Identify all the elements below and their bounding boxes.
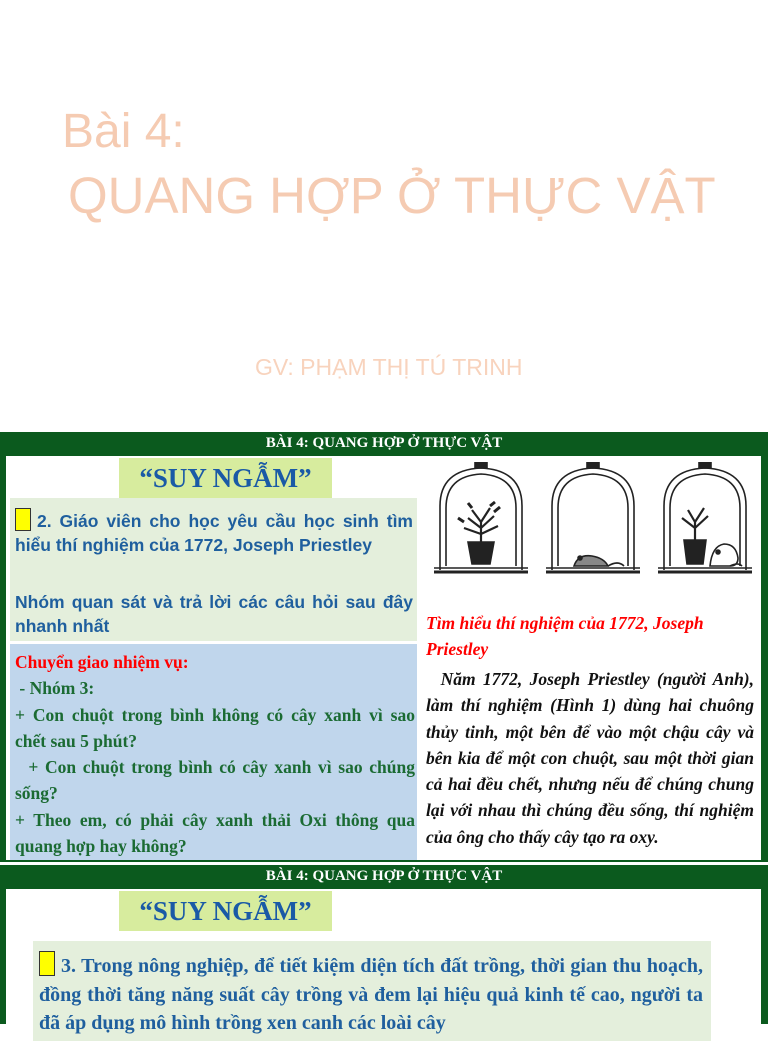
- question-3-line: 3. Trong nông nghiệp, để tiết kiệm diện tích đất trồng, thời gian thu hoạch, đồng thời tăng năng suất cây trồng và đem lại hiệu quả kinh tế cao, người ta đã áp dụng mô hình trồng xen canh các loài cây: [39, 955, 703, 1034]
- task-group: - Nhóm 3:: [15, 678, 95, 699]
- slide-2: [0, 432, 768, 862]
- task-item: + Con chuột trong bình có cây xanh vì sao chúng sống?: [15, 757, 420, 804]
- suy-ngam-heading: “SUY NGẪM”: [119, 458, 332, 498]
- question-2-text: [15, 508, 413, 557]
- title-slide: [0, 0, 768, 432]
- lesson-number: Bài 4:: [62, 105, 185, 158]
- slide-2-header: BÀI 4: QUANG HỢP Ở THỰC VẬT: [265, 435, 503, 451]
- highlight-marker-icon: [39, 951, 55, 976]
- slide-2-content: [6, 456, 761, 860]
- bell-jar-mouse-icon: [546, 462, 640, 572]
- suy-ngam-heading: “SUY NGẪM”: [119, 891, 332, 931]
- question-box: [33, 941, 711, 1041]
- bell-jar-illustration: [434, 462, 754, 582]
- task-list: [15, 649, 420, 859]
- figure-caption: Tìm hiểu thí nghiệm của 1772, Joseph Priestley: [426, 613, 704, 659]
- task-item: + Con chuột trong bình không có cây xanh vì sao chết sau 5 phút?: [15, 704, 415, 751]
- question-2-line: 2. Giáo viên cho học yêu cầu học sinh tìm hiểu thí nghiệm của 1772, Joseph Priestley: [15, 511, 413, 555]
- question-2-instruction: Nhóm quan sát và trả lời các câu hỏi sau đây nhanh nhất: [15, 592, 413, 636]
- slide-3-header: BÀI 4: QUANG HỢP Ở THỰC VẬT: [265, 868, 503, 884]
- experiment-description: Năm 1772, Joseph Priestley (người Anh), làm thí nghiệm (Hình 1) dùng hai chuông thủy tinh, một bên để vào một chậu cây và bên kia để một con chuột, sau một thời gian cả hai đều chết, nhưng nếu để chúng chung lại với nhau thì chúng đều sống, thí nghiệm của ông cho thấy cây tạo ra oxy.: [426, 669, 759, 847]
- question-box: [10, 498, 417, 641]
- question-3-text: [39, 951, 703, 1038]
- highlight-marker-icon: [15, 508, 31, 531]
- slide-3: [0, 865, 768, 1034]
- teacher-name: GV: PHẠM THỊ TÚ TRINH: [255, 354, 523, 380]
- task-box: [10, 644, 420, 860]
- slide-3-content: [6, 889, 761, 1034]
- lesson-title: QUANG HỢP Ở THỰC VẬT: [68, 167, 716, 224]
- bell-jar-plant-icon: [434, 462, 528, 572]
- bell-jar-plant-mouse-icon: [658, 462, 752, 572]
- task-item: + Theo em, có phải cây xanh thải Oxi thông qua quang hợp hay không?: [15, 809, 415, 857]
- task-title: Chuyển giao nhiệm vụ:: [15, 652, 189, 672]
